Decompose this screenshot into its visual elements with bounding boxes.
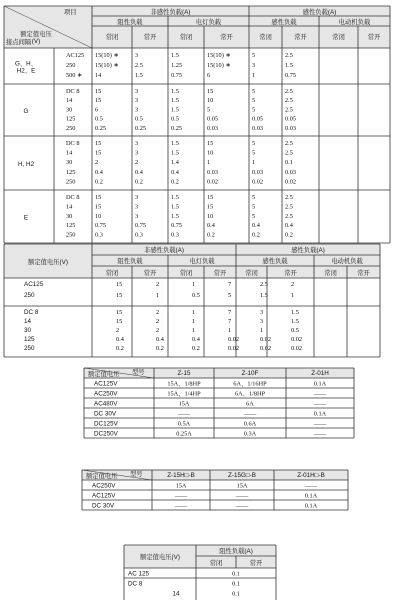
table1-value-cell: 0.4 <box>95 168 103 176</box>
table2-value-cell: 15 <box>116 281 123 288</box>
table1-voltage-values: 125 <box>66 222 76 230</box>
table1-value-cell: 0.2 <box>95 178 103 186</box>
table3-value-cell: 6A、1/8HP <box>234 390 266 398</box>
table1-value-cell: 10 <box>207 97 214 105</box>
table2-value-cell: 0.2 <box>192 345 200 352</box>
table2-value-cell: 3 <box>260 309 264 316</box>
table1-noninductive-header: 非感性负载(A) <box>150 9 191 16</box>
table1-value-cell: 2.5 <box>285 203 293 211</box>
table4-value-cell: 15A <box>236 482 248 490</box>
table3-value-cell: 0.6A <box>243 420 257 428</box>
table2-value-cell: 1.5 <box>260 292 268 299</box>
table1-voltage-values: 30 <box>66 106 73 114</box>
table1-voltage-label: 额定值电压 <box>20 31 52 38</box>
table1-value-cell: 15(10) ∗ <box>95 52 119 59</box>
table2-nc-header: 常闭 <box>245 270 258 277</box>
table1-value-cell: 5 <box>252 140 256 147</box>
table1-item-label: 项目 <box>64 9 77 16</box>
table1-value-cell: 15 <box>95 149 102 157</box>
table3-value-cell: —— <box>243 410 257 418</box>
table5-value-cell: 0.1 <box>232 570 240 578</box>
table3-value-cell: 0.25A <box>176 430 192 438</box>
table2-voltage-values: 14 <box>24 318 32 325</box>
table1-group-name: G <box>23 108 29 115</box>
table2-inductive-header: 感性负载(A) <box>291 247 325 254</box>
table1-value-cell: 6 <box>207 72 211 79</box>
table2-noninductive-header: 非感性负载(A) <box>144 247 184 254</box>
table4-value-cell: —— <box>235 502 249 510</box>
table3-voltage-cell: DC125V <box>94 420 118 428</box>
table1-voltage-values: 14 <box>66 203 73 211</box>
table2-voltage-values: AC125 <box>24 281 44 288</box>
table1-value-cell: 0.25 <box>135 124 147 132</box>
table1-value-cell: 0.25 <box>171 124 183 132</box>
table2-lamp-header: 电灯负载 <box>189 258 215 265</box>
table1-voltage-values: 30 <box>66 159 73 167</box>
table1-value-cell: 15(10) ∗ <box>207 52 231 59</box>
table1-group-name: E <box>23 214 29 222</box>
table5-voltage-cell: AC 125 <box>128 570 150 578</box>
table1-value-cell: 10 <box>95 212 102 220</box>
table2-value-cell: 0.02 <box>291 345 303 352</box>
table1-value-cell: 5 <box>252 97 256 105</box>
table2-value-cell: 1 <box>260 327 264 334</box>
table4-model-name: Z-15G□-B <box>228 472 256 479</box>
table2-value-cell: 0.4 <box>156 336 164 343</box>
table1-value-cell: 1.5 <box>171 194 179 201</box>
table1-voltage-values: 125 <box>66 115 76 123</box>
table2-value-cell: 1.5 <box>291 309 299 316</box>
table1-value-cell: 1 <box>207 159 211 167</box>
table2-value-cell: 2 <box>156 309 160 316</box>
table1-value-cell: 0.5 <box>135 115 143 123</box>
table2-nc-header: 常闭 <box>105 270 119 277</box>
table3-voltage-header: 额定值电压 <box>88 371 120 378</box>
table5-resistive-header: 阻性负载(A) <box>219 548 253 555</box>
table2-value-cell: 2.5 <box>260 281 268 288</box>
table1-value-cell: 1.5 <box>285 62 293 69</box>
table1-value-cell: 0.02 <box>285 178 297 186</box>
table1-value-cell: 0.2 <box>135 178 143 186</box>
table5-voltage-cell: DC 8 <box>128 580 143 588</box>
table2-value-cell: 2 <box>156 281 160 288</box>
table5-value-cell: 0.1 <box>232 580 240 588</box>
table1-value-cell: 5 <box>252 149 256 157</box>
table1-value-cell: 0.05 <box>285 115 297 123</box>
table2-value-cell: 0.5 <box>192 292 200 299</box>
table1-nc-header: 常闭 <box>259 34 272 41</box>
table2-value-cell: 0.2 <box>116 345 124 352</box>
table1-value-cell: 2.5 <box>285 140 293 147</box>
table1-value-cell: 5 <box>252 52 256 59</box>
table1-value-cell: 15 <box>95 88 102 95</box>
table1-value-cell: 0.75 <box>95 222 107 230</box>
table1-value-cell: 2.5 <box>285 106 293 114</box>
table1-inductive-header: 感性负载(A) <box>302 9 337 16</box>
table3-value-cell: 0.1A <box>313 410 327 418</box>
table1-value-cell: 3 <box>135 140 139 147</box>
table2-value-cell: 1 <box>192 318 196 325</box>
table3-voltage-cell: DC250V <box>94 430 118 438</box>
table2-value-cell: 1 <box>192 309 196 316</box>
table1-value-cell: 1.25 <box>171 62 183 69</box>
table2-no-header: 常开 <box>357 270 370 277</box>
table1-no-header: 常开 <box>367 34 381 41</box>
table2-value-cell: 2 <box>156 327 160 334</box>
table1-no-header: 常开 <box>143 34 157 41</box>
table1-value-cell: 0.4 <box>252 222 260 230</box>
table3-model-header: 型号 <box>132 369 145 376</box>
table1-voltage-values: DC 8 <box>66 140 80 147</box>
table1-value-cell: 5 <box>252 212 256 220</box>
table1-value-cell: 3 <box>135 194 139 201</box>
table4-voltage-header: 额定值电压 <box>86 473 118 480</box>
table2-value-cell: 0.5 <box>291 327 299 334</box>
table1-value-cell: 5 <box>252 203 256 211</box>
table1-value-cell: 0.75 <box>135 222 147 230</box>
table2-value-cell: 1 <box>156 292 160 299</box>
table1-value-cell: 5 <box>207 106 211 114</box>
table1-value-cell: 6 <box>95 106 99 114</box>
table2-no-header: 常开 <box>284 270 297 277</box>
table1-value-cell: 2.5 <box>285 149 293 157</box>
table1-value-cell: 0.02 <box>252 178 264 186</box>
table1-value-cell: 15 <box>95 194 102 201</box>
table4-value-cell: —— <box>235 492 249 500</box>
table1-voltage-values: 30 <box>66 212 73 220</box>
table1-value-cell: 1.5 <box>171 203 179 211</box>
table1-voltage-values: 14 <box>66 149 73 157</box>
table3-value-cell: —— <box>313 430 327 438</box>
table1-value-cell: 0.03 <box>285 124 297 132</box>
table1-value-cell: 5 <box>252 106 256 114</box>
table1-value-cell: 3 <box>135 212 139 220</box>
table1-value-cell: 0.2 <box>252 231 260 239</box>
table1-voltage-label: (V) <box>31 38 41 45</box>
table1-no-header: 常开 <box>294 34 307 41</box>
table2-value-cell: 15 <box>116 292 123 299</box>
table3-value-cell: 0.1A <box>313 380 327 388</box>
table1-resistive-header: 阻性负载 <box>117 19 143 26</box>
table1-value-cell: 1.5 <box>135 72 143 79</box>
table5-voltage-cell: 14 <box>172 590 180 598</box>
table2-value-cell: 1 <box>291 292 295 299</box>
table2-voltage-values: 125 <box>24 336 35 343</box>
table1-value-cell: 0.05 <box>252 115 264 123</box>
table2-value-cell: 0.4 <box>116 336 124 343</box>
table3-value-cell: 15A <box>178 400 190 408</box>
table3-value-cell: —— <box>177 410 191 418</box>
table1-value-cell: 3 <box>135 88 139 95</box>
table1-voltage-values: AC125 <box>66 52 85 59</box>
table2-value-cell: 2 <box>116 327 120 334</box>
table1-value-cell: 0.3 <box>95 231 103 239</box>
table1-value-cell: 0.3 <box>135 231 143 239</box>
table1-value-cell: 2.5 <box>135 62 143 69</box>
table2-no-header: 常开 <box>143 270 157 277</box>
table1-value-cell: 0.2 <box>171 178 179 186</box>
table1-value-cell: 0.4 <box>135 168 143 176</box>
table2-value-cell: 1 <box>192 327 196 334</box>
table1-value-cell: 15 <box>207 88 214 95</box>
table1-value-cell: 15(10) ∗ <box>207 62 231 69</box>
table1-value-cell: 0.4 <box>285 222 293 230</box>
table3-model-name: Z-10F <box>241 370 259 377</box>
table2-value-cell: 15 <box>116 309 123 316</box>
table1-value-cell: 0.1 <box>285 159 293 167</box>
table1-no-header: 常开 <box>220 34 233 41</box>
table1-value-cell: 0.02 <box>207 178 219 186</box>
table1-induct-header: 感性负载 <box>271 19 297 26</box>
table1-value-cell: 1.5 <box>171 140 179 147</box>
table1-value-cell: 15 <box>95 203 102 211</box>
table3-value-cell: 15A、1/8HP <box>167 380 201 388</box>
table2-value-cell: 0.2 <box>156 345 164 352</box>
table3-voltage-cell: AC250V <box>94 390 118 398</box>
table4-voltage-cell: AC250V <box>92 482 116 490</box>
table3-model-name: Z-01H <box>311 370 329 377</box>
table2-value-cell: 1 <box>192 281 196 288</box>
table1-voltage-values: 14 <box>66 97 73 105</box>
table2-value-cell: 15 <box>116 318 123 325</box>
table4-voltage-cell: DC 30V <box>92 502 115 510</box>
table2-motor-header: 电动机负载 <box>331 258 363 265</box>
table2-value-cell: 7 <box>228 309 232 316</box>
table2-no-header: 常开 <box>213 270 227 277</box>
table1-nc-header: 常闭 <box>332 34 345 41</box>
table1-value-cell: 0.2 <box>207 231 215 239</box>
table2-resistive-header: 阻性负载 <box>117 258 143 265</box>
table3-value-cell: 6A <box>246 400 254 408</box>
table1-voltage-values: 250 <box>66 124 76 132</box>
table1-value-cell: 0.03 <box>252 124 264 132</box>
table3-value-cell: 0.5A <box>177 420 191 428</box>
table2-value-cell: 1 <box>228 327 232 334</box>
table1-value-cell: 1.5 <box>171 97 179 105</box>
table4-value-cell: —— <box>174 492 188 500</box>
table1-voltage-values: 500 ∗ <box>66 72 83 79</box>
table1-value-cell: 1 <box>252 72 256 79</box>
table1-value-cell: 2.5 <box>285 88 293 95</box>
table1-value-cell: 1.5 <box>171 106 179 114</box>
table5-no-header: 常开 <box>249 560 263 567</box>
table1-value-cell: 2 <box>95 159 99 167</box>
table1-value-cell: 15 <box>95 97 102 105</box>
table1-value-cell: 3 <box>135 106 139 114</box>
table1-value-cell: 1.5 <box>171 149 179 157</box>
table2-value-cell: 1.5 <box>291 318 299 325</box>
table1-value-cell: 5 <box>252 88 256 95</box>
table1-value-cell: 0.03 <box>252 168 264 176</box>
table1-value-cell: 0.25 <box>95 124 107 132</box>
table1-nc-header: 常闭 <box>179 34 193 41</box>
table2-voltage-header: 额定值电压(V) <box>28 259 68 266</box>
table2-value-cell: 7 <box>228 318 232 325</box>
table4-value-cell: —— <box>304 482 318 490</box>
table2-voltage-values: 30 <box>24 327 32 334</box>
table3-value-cell: 6A、1/16HP <box>233 380 267 388</box>
table4-model-header: 型号 <box>130 471 143 478</box>
table1-voltage-values: 250 <box>66 178 76 186</box>
table2-value-cell: 2 <box>156 318 160 325</box>
table1-nc-header: 常闭 <box>105 34 119 41</box>
table1-group-name: G、H、 <box>14 60 38 68</box>
table1-value-cell: 0.75 <box>171 222 183 230</box>
table3-voltage-cell: DC 30V <box>94 410 117 418</box>
table1-value-cell: 10 <box>207 149 214 157</box>
table1-value-cell: 0.4 <box>171 168 179 176</box>
table1-value-cell: 2.5 <box>285 97 293 105</box>
table1-value-cell: 0.5 <box>171 115 179 123</box>
table1-value-cell: 0.75 <box>171 72 183 79</box>
table1-value-cell: 15 <box>95 140 102 147</box>
table1-value-cell: 15 <box>207 194 214 201</box>
table2-voltage-values: DC 8 <box>24 309 39 316</box>
table2-value-cell: 0.02 <box>228 336 240 343</box>
table2-voltage-values: 250 <box>24 292 35 299</box>
table1-group-name: H, H2 <box>17 161 35 168</box>
table1-value-cell: 1.4 <box>171 159 179 167</box>
table1-value-cell: 10 <box>207 212 214 220</box>
table4-voltage-cell: AC125V <box>92 492 116 500</box>
table2-value-cell: 7 <box>228 281 232 288</box>
table1-lamp-header: 电灯负载 <box>195 19 222 26</box>
table3-value-cell: —— <box>313 390 327 398</box>
table1-value-cell: 2.5 <box>285 194 293 201</box>
table2-value-cell: 5 <box>228 292 232 299</box>
table1-voltage-values: 125 <box>66 168 76 176</box>
table1-value-cell: 1.5 <box>171 212 179 220</box>
table2-value-cell: 0.02 <box>260 345 272 352</box>
table1-voltage-values: 250 <box>66 231 76 239</box>
table4-value-cell: —— <box>174 502 188 510</box>
table2-voltage-values: 250 <box>24 345 35 352</box>
table1-value-cell: 0.75 <box>285 72 297 79</box>
table1-value-cell: 0.4 <box>207 222 215 230</box>
table2-nc-header: 常闭 <box>179 270 193 277</box>
table4-model-name: Z-01H□-B <box>297 472 325 479</box>
table1-voltage-values: DC 8 <box>66 88 80 95</box>
table2-value-cell: 0.4 <box>192 336 200 343</box>
table1-value-cell: 5 <box>252 194 256 201</box>
table1-value-cell: 0.5 <box>95 115 103 123</box>
table1-value-cell: 0.03 <box>207 124 219 132</box>
table2-value-cell: 0.02 <box>228 345 240 352</box>
table1-value-cell: 0.05 <box>207 115 219 123</box>
table2-value-cell: 0.02 <box>291 336 303 343</box>
table1-value-cell: 2.5 <box>285 212 293 220</box>
table1-group-name: H2、E <box>16 67 36 75</box>
table1-value-cell: 1 <box>252 159 256 167</box>
table2-value-cell: 0.02 <box>260 336 272 343</box>
table1-value-cell: 0.3 <box>171 231 179 239</box>
table1-contact-label: 接点间隔 <box>6 39 32 46</box>
table1-value-cell: 2 <box>135 159 139 167</box>
table3-voltage-cell: AC480V <box>94 400 118 408</box>
table1-voltage-values: 250 <box>66 62 76 69</box>
table1-value-cell: 2.5 <box>285 52 293 59</box>
table3-value-cell: —— <box>313 420 327 428</box>
table1-value-cell: 3 <box>135 203 139 211</box>
table1-value-cell: 3 <box>252 62 256 69</box>
table3-value-cell: 0.3A <box>243 430 257 438</box>
table4-value-cell: 15A <box>175 482 187 490</box>
table1-value-cell: 0.2 <box>285 231 293 239</box>
table1-value-cell: 15 <box>207 203 214 211</box>
table3-value-cell: —— <box>313 400 327 408</box>
table1-value-cell: 3 <box>135 52 139 59</box>
table1-value-cell: 3 <box>135 97 139 105</box>
table2-induct-header: 感性负载 <box>262 258 288 265</box>
table1-value-cell: 0.03 <box>285 168 297 176</box>
table3-value-cell: 15A、1/4HP <box>167 390 201 398</box>
table1-value-cell: 1.5 <box>171 52 179 59</box>
table1-value-cell: 15(10) ∗ <box>95 62 119 69</box>
table2-nc-header: 常闭 <box>324 270 337 277</box>
table3-model-name: Z-15 <box>177 370 191 377</box>
table1-motor-header: 电动机负载 <box>338 19 371 26</box>
table1-voltage-values: DC 8 <box>66 194 80 201</box>
table5-value-cell: 0.1 <box>232 590 240 598</box>
table1-value-cell: 15 <box>207 140 214 147</box>
table4-model-name: Z-15H□-B <box>167 472 195 479</box>
table1-value-cell: 14 <box>95 72 102 79</box>
table1-value-cell: 1.5 <box>171 88 179 95</box>
table1-value-cell: 0.03 <box>207 168 219 176</box>
table4-value-cell: 0.1A <box>304 502 318 510</box>
table4-value-cell: 0.1A <box>304 492 318 500</box>
table1-value-cell: 3 <box>135 149 139 157</box>
table2-value-cell: 2 <box>291 281 295 288</box>
table5-voltage-header: 额定值电压(V) <box>140 554 180 561</box>
table3-voltage-cell: AC125V <box>94 380 118 388</box>
table5-nc-header: 常闭 <box>209 560 223 567</box>
table2-value-cell: 3 <box>260 318 264 325</box>
